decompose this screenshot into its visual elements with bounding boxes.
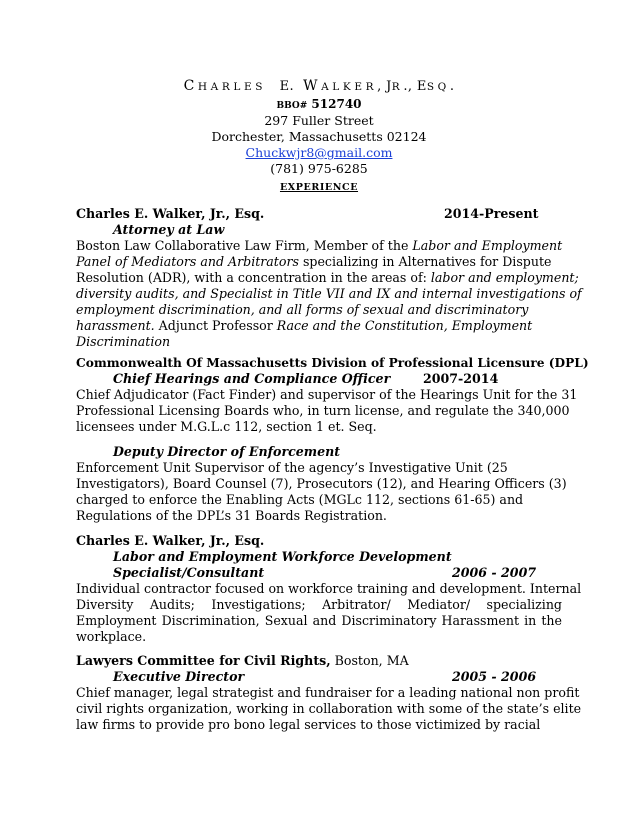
entry-line: Individual contractor focused on workforce training and development. Internal (76, 581, 582, 596)
entry-title: Labor and Employment Workforce Development (113, 549, 452, 564)
entry-line: diversity audits, and Specialist in Title VII and IX and internal investigations of (76, 286, 582, 301)
entry-line: Professional Licensing Boards who, in turn license, and regulate the 340,000 (76, 403, 570, 418)
email-link[interactable]: Chuckwjr8@gmail.com (245, 145, 393, 160)
entry-title: Executive Director (113, 669, 245, 684)
entry-line: employment discrimination, and all forms of sexual and discriminatory (76, 302, 529, 317)
entry-line: charged to enforce the Enabling Acts (MGLc 112, sections 61-65) and (76, 492, 524, 507)
entry-line: Discrimination (76, 334, 171, 349)
entry-line: Resolution (ADR), with a concentration in the areas of: labor and employment; (76, 270, 579, 285)
phone-number: (781) 975-6285 (270, 161, 368, 176)
entry-line: Regulations of the DPL’s 31 Boards Registration. (76, 508, 387, 523)
entry-title: Chief Hearings and Compliance Officer (113, 371, 391, 386)
entry-line: law firms to provide pro bono legal services to those victimized by racial (76, 717, 541, 732)
entry-line: Boston Law Collaborative Law Firm, Member of the Labor and Employment (76, 238, 563, 253)
entry-line: workplace. (76, 629, 147, 644)
entry-line: Investigators), Board Counsel (7), Prosecutors (12), and Hearing Officers (3) (76, 476, 567, 491)
entry-org: Lawyers Committee for Civil Rights, Boston, MA (76, 653, 409, 668)
entry-org: Charles E. Walker, Jr., Esq. (76, 206, 265, 221)
entry-line: harassment. Adjunct Professor Race and the Constitution, Employment (76, 318, 533, 333)
entry-line: Panel of Mediators and Arbitrators specializing in Alternatives for Dispute (76, 254, 552, 269)
entry-title: Attorney at Law (113, 222, 225, 237)
section-title-experience: EXPERIENCE (279, 182, 359, 193)
bbo-number: BBO# 512740 (276, 97, 362, 111)
entry-dates: 2014-Present (444, 206, 539, 221)
entry-title: Specialist/Consultant (113, 565, 265, 580)
city-address: Dorchester, Massachusetts 02124 (211, 129, 427, 144)
entry-org: Charles E. Walker, Jr., Esq. (76, 533, 265, 548)
entry-org: Commonwealth Of Massachusetts Division of Professional Licensure (DPL) (76, 356, 589, 370)
entry-line: Employment Discrimination, Sexual and Discriminatory Harassment in the (76, 613, 562, 628)
entry-dates: 2006 - 2007 (452, 565, 537, 580)
entry-title: Deputy Director of Enforcement (113, 444, 341, 459)
entry-line: Enforcement Unit Supervisor of the agency’s Investigative Unit (25 (76, 460, 508, 475)
entry-line: licensees under M.G.L.c 112, section 1 et. Seq. (76, 419, 377, 434)
entry-line: Diversity Audits; Investigations; Arbitrator/ Mediator/ specializing (76, 597, 562, 612)
candidate-name: CHARLES E. WALKER, JR., ESQ. (183, 78, 455, 94)
entry-line: Chief Adjudicator (Fact Finder) and supervisor of the Hearings Unit for the 31 (76, 387, 578, 402)
entry-dates: 2005 - 2006 (452, 669, 537, 684)
entry-line: Chief manager, legal strategist and fundraiser for a leading national non profit (76, 685, 580, 700)
entry-line: civil rights organization, working in collaboration with some of the state’s elite (76, 701, 582, 716)
entry-dates: 2007-2014 (423, 371, 499, 386)
street-address: 297 Fuller Street (264, 113, 374, 128)
